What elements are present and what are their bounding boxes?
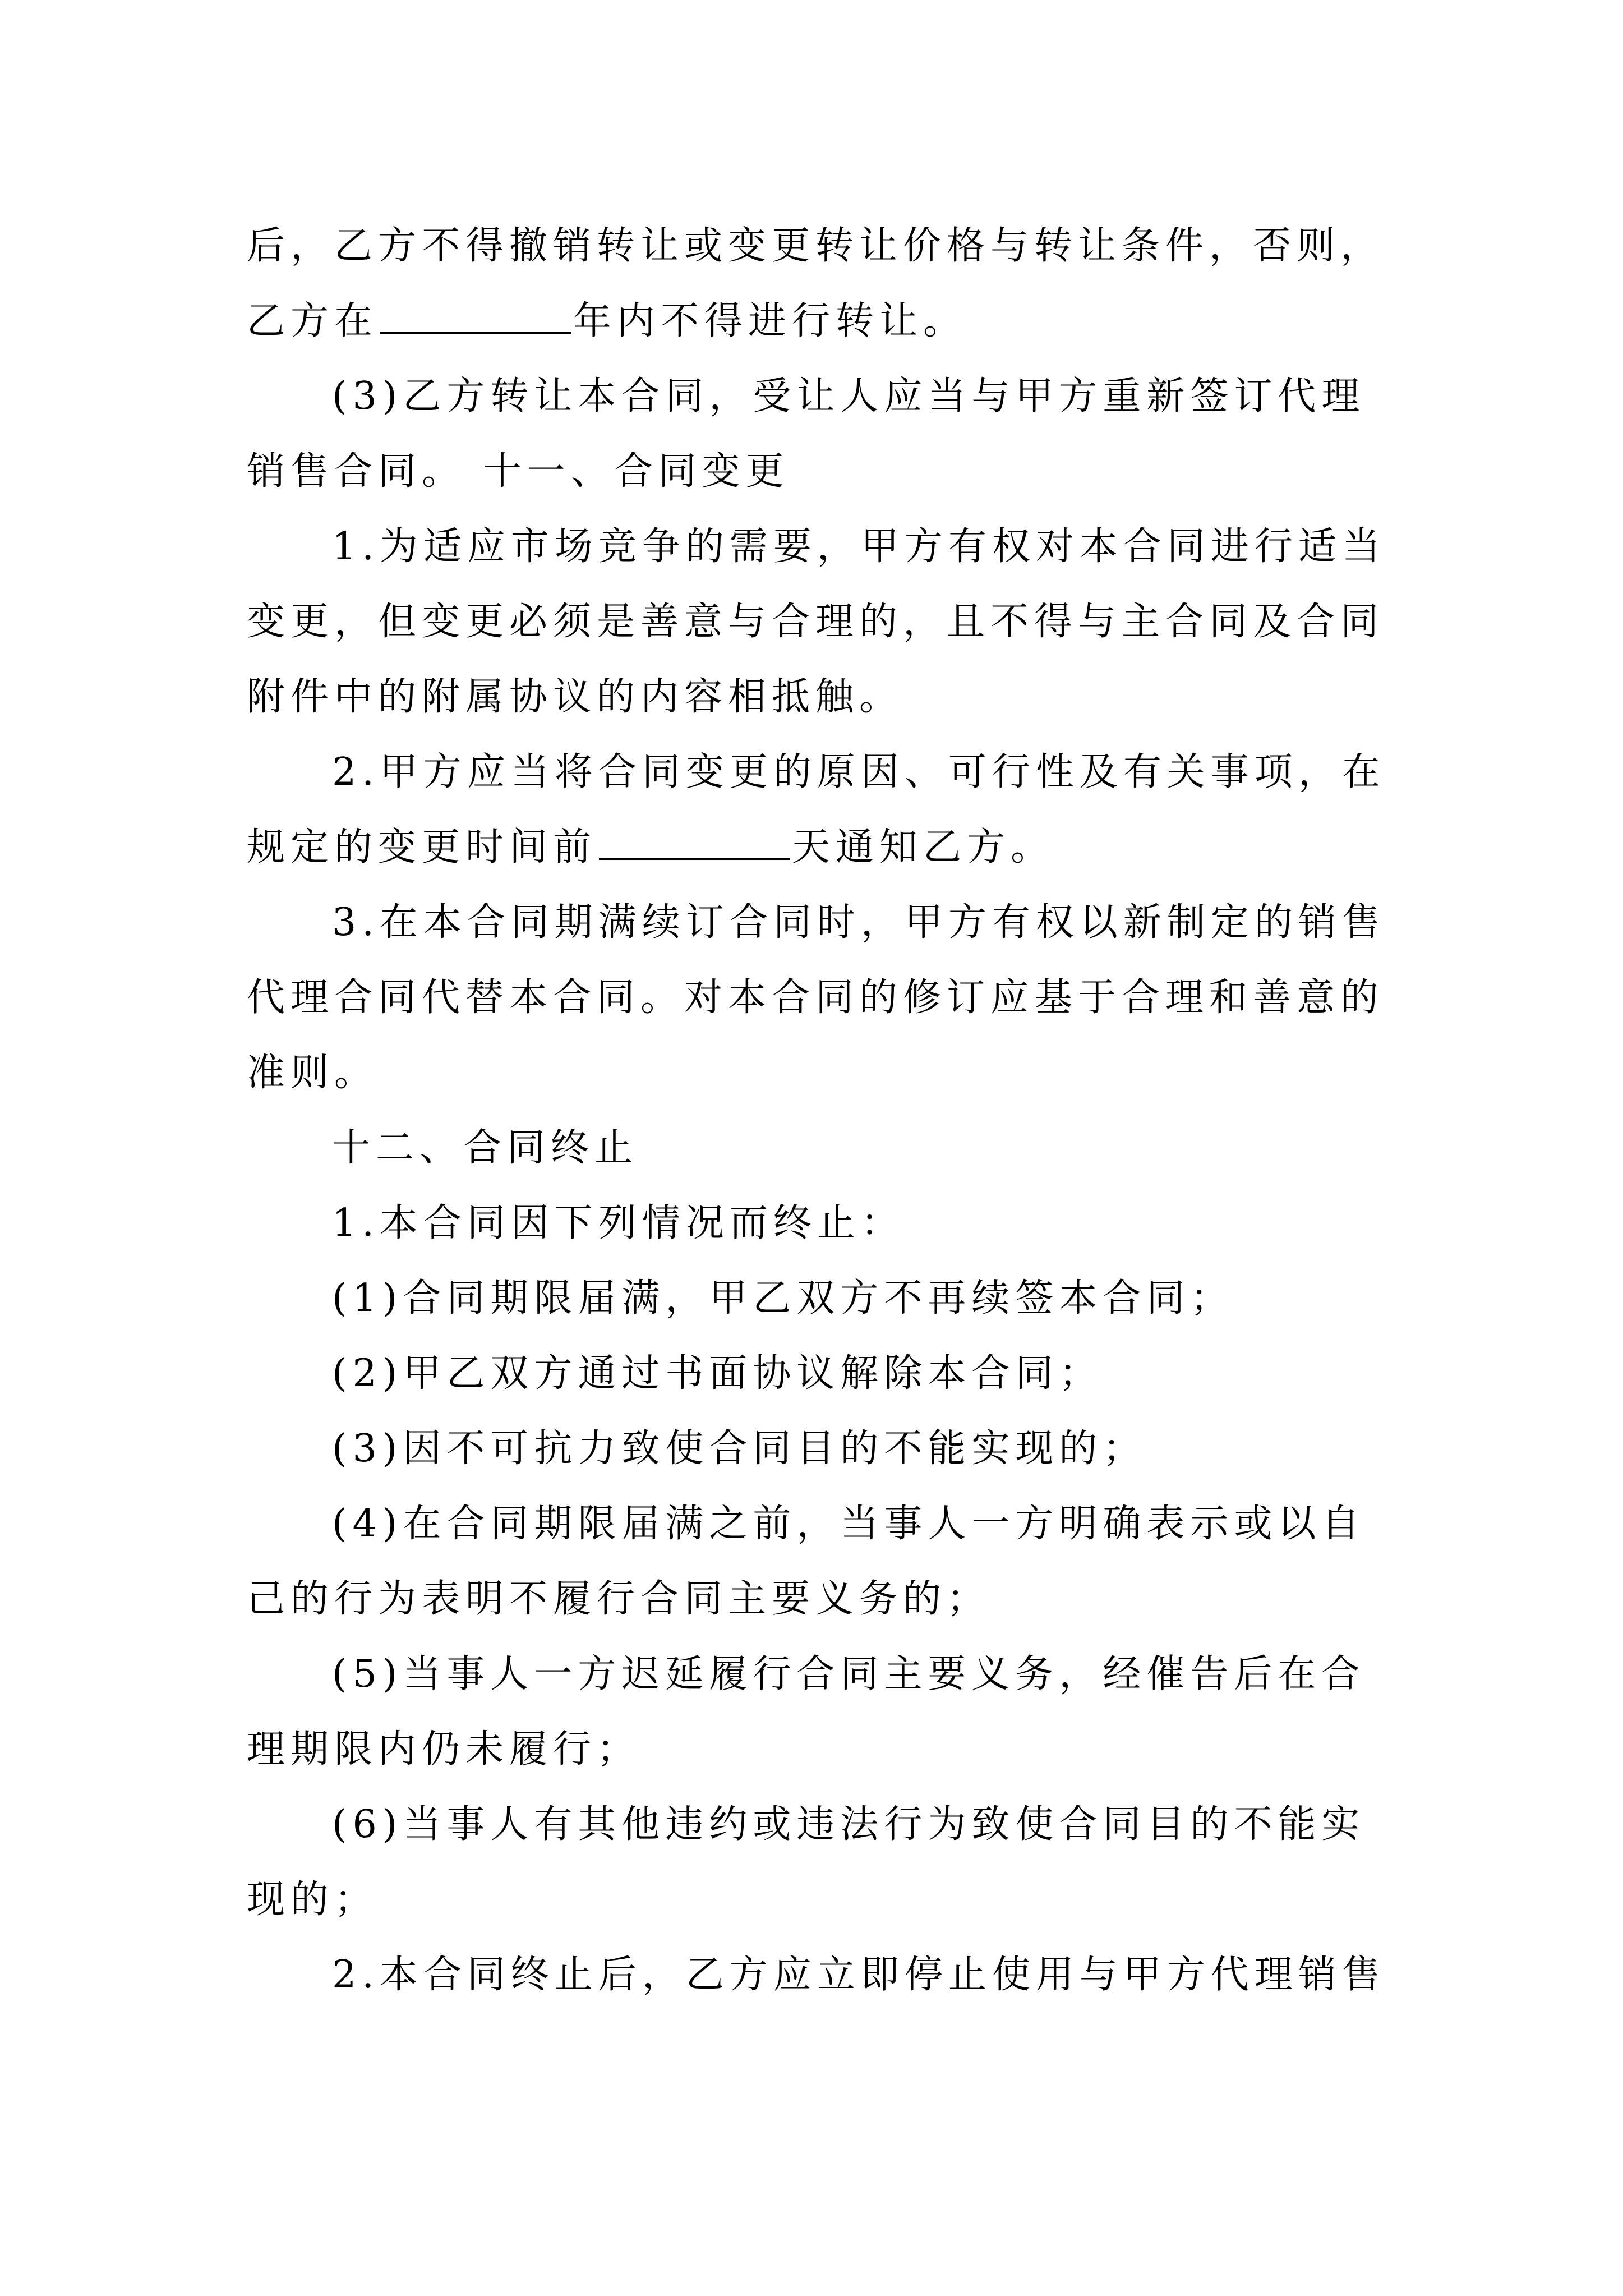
- paragraph-text: 1.为适应市场竞争的需要，甲方有权对本合同进行适当变更，但变更必须是善意与合理的，且不得与主合同及合同附件中的附属协议的内容相抵触。: [247, 524, 1386, 719]
- paragraph-transfer-restriction: [247, 209, 1391, 359]
- blank-line: [599, 825, 790, 860]
- paragraph-termination-clause-1: [247, 1186, 1391, 1261]
- paragraph-text: 天通知乙方。: [792, 825, 1055, 869]
- document-body: [247, 209, 1391, 2013]
- list-item-termination-2: [247, 1336, 1391, 1411]
- blank-line: [380, 298, 571, 334]
- paragraph-transfer-clause-3: [247, 359, 1391, 509]
- list-item-termination-1: [247, 1261, 1391, 1336]
- list-item-termination-3: [247, 1411, 1391, 1487]
- list-item-text: (5)当事人一方迟延履行合同主要义务，经催告后在合理期限内仍未履行；: [247, 1652, 1366, 1772]
- paragraph-text: 年内不得进行转让。: [573, 299, 967, 343]
- list-item-text: (3)因不可抗力致使合同目的不能实现的；: [332, 1427, 1147, 1471]
- list-item-text: (6)当事人有其他违约或违法行为致使合同目的不能实现的；: [247, 1802, 1366, 1922]
- paragraph-text: 2.甲方应当将合同变更的原因、可行性及有关事项，在规定的变更时间前: [247, 750, 1386, 869]
- list-item-text: (4)在合同期限届满之前，当事人一方明确表示或以自己的行为表明不履行合同主要义务的；: [247, 1502, 1366, 1621]
- list-item-termination-6: [247, 1787, 1391, 1938]
- paragraph-text: 1.本合同因下列情况而终止：: [332, 1201, 905, 1245]
- section-heading-termination: [247, 1111, 1391, 1186]
- paragraph-text: 2.本合同终止后，乙方应立即停止使用与甲方代理销售: [332, 1953, 1386, 1997]
- paragraph-change-clause-2: [247, 735, 1391, 885]
- list-item-termination-5: [247, 1637, 1391, 1787]
- paragraph-text: (3)乙方转让本合同，受让人应当与甲方重新签订代理销售合同。 十一、合同变更: [247, 374, 1366, 494]
- list-item-text: (1)合同期限届满，甲乙双方不再续签本合同；: [332, 1276, 1234, 1320]
- paragraph-change-clause-3: [247, 885, 1391, 1111]
- list-item-text: (2)甲乙双方通过书面协议解除本合同；: [332, 1351, 1103, 1396]
- paragraph-termination-clause-2: [247, 1938, 1391, 2013]
- section-heading-text: 十二、合同终止: [332, 1126, 639, 1170]
- paragraph-change-clause-1: [247, 509, 1391, 735]
- paragraph-text: 后，乙方不得撤销转让或变更转让价格与转让条件，否则，乙方在: [247, 224, 1385, 343]
- list-item-termination-4: [247, 1487, 1391, 1637]
- paragraph-text: 3.在本合同期满续订合同时，甲方有权以新制定的销售代理合同代替本合同。对本合同的修订应基于合理和善意的准则。: [247, 900, 1386, 1095]
